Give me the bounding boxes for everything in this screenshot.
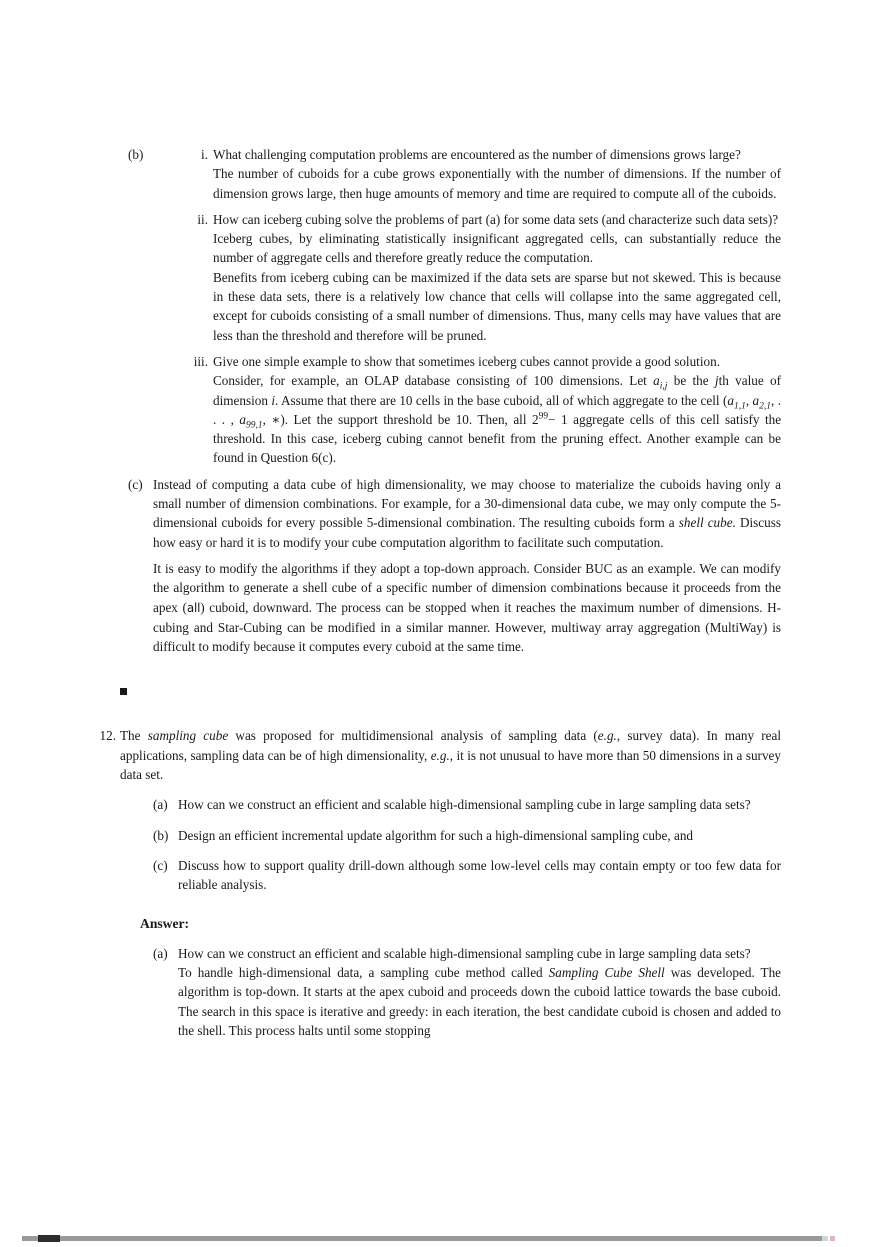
horizontal-scrollbar[interactable] [0,1233,880,1244]
scrollbar-track[interactable] [22,1236,822,1241]
answer-12-a-seg-1: To handle high-dimensional data, a sampling cube method called [178,965,543,981]
question-b-ii: How can iceberg cubing solve the problems of part (a) for some data sets (and characterize such data sets)? [213,211,779,227]
math-power-tail: − 1 [548,411,568,427]
answer-c-seg-1: It is easy to modify the algorithms if they adopt a top-down approach. Consider BUC as an example. We can modify the algorithm to generate a shell cube of a specific number of dimension combinations because it proceeds from the apex ( [153,560,781,615]
answer-b-iii-seg-6: aggregate cells of this cell satisfy the threshold. In this case, iceberg cubing cannot benefit from the pruning effect. Another example can be found in Question 6(c). [213,411,782,466]
answer-b-iii-seg-3: th value of dimension [213,373,782,408]
answer-12-a-seg-2: was developed. The algorithm is top-down. It starts at the apex cuboid and proceeds down the cuboid lattice towards the base cuboid. The search in this space is iterative and greedy: in each iteration, the best candidate cuboid is chosen and added to the shell. This process halts until some stopping [178,965,782,1038]
qed-tombstone-row [120,682,781,700]
answer-b-iii-seg-4: . Assume that there are 10 cells in the base cuboid, all of which aggregate to the cell ( [275,392,728,408]
intro-12-seg-4: , it is not unusual to have more than 50 dimensions in a survey data set. [120,747,781,783]
list-item-12-b [153,826,781,845]
math-power-base: 2 [532,411,539,427]
math-j: j [714,373,719,389]
math-cell-sep-2: , . . . , [213,392,782,427]
question-c [153,475,781,552]
list-label-b-i: i. [201,147,208,162]
answer-c-seg-2: ) cuboid, downward. The process can be stopped when it reaches the maximum number of dimensions. H-cubing and Star-Cubing can be modified in a similar manner. However, multiway array aggregation (MultiWay) is difficult to modify because it computes every cuboid at the same time. [153,599,781,655]
intro-12-emphasis-eg-1: e.g. [597,728,617,744]
question-12-a: How can we construct an efficient and scalable high-dimensional sampling cube in large sampling data sets? [178,797,751,813]
tombstone-square-icon [120,688,127,695]
answer-c-code-all: all [186,600,201,615]
list-label-12-c: (c) [153,857,168,873]
answer-b-iii [213,371,781,467]
answer-b-ii-para-2: Benefits from iceberg cubing can be maximized if the data sets are sparse but not skewed. This is because in these data sets, there is a relatively low chance that cells will collapse into the same aggregated cell, except for cuboids consisting of a small number of dimensions. Thus, many cells may have values that are less than the threshold and therefore will be pruned. [213,269,781,343]
question-c-seg-2: Discuss how easy or hard it is to modify your cube computation algorithm to facilitate such computation. [153,515,781,550]
math-cell-a-99-1: a [239,411,246,427]
question-b-iii: Give one simple example to show that sometimes iceberg cubes cannot provide a good solution. [213,353,720,369]
math-cell-star: , ∗ [262,411,281,427]
list-item-12-a [153,795,781,814]
list-label-12-a: (a) [153,797,168,813]
scrollbar-corner-marker [830,1236,835,1241]
question-12-c: Discuss how to support quality drill-down although some low-level cells may contain empty or too few data for reliable analysis. [178,857,781,893]
intro-12-emphasis-eg-2: e.g. [430,747,450,763]
list-body-b [153,145,781,468]
list-item-12-c [153,856,781,895]
answer-heading: Answer: [140,915,190,931]
intro-12-emphasis-sampling-cube: sampling cube [147,728,229,744]
math-cell-a-2-1: a [752,392,760,408]
list-label-b-ii: ii. [197,211,208,227]
answer-b-i: The number of cuboids for a cube grows exponentially with the number of dimensions. If the number of dimension grows large, then huge amounts of memory and time are required to compute all of the cuboids. [213,166,781,201]
list-item-c [128,475,781,657]
math-cell-a-1-1-subscript: 1,1 [733,401,746,412]
list-label-12: 12. [99,728,116,744]
answer-c [153,559,781,656]
answer-b-ii-para-1: Iceberg cubes, by eliminating statistically insignificant aggregated cells, can substantially reduce the number of aggregate cells and therefore greatly reduce the computation. [213,231,781,266]
list-item-b-ii [178,210,781,345]
list-label-b-iii: iii. [193,353,208,369]
answer-12-a-question: How can we construct an efficient and scalable high-dimensional sampling cube in large sampling data sets? [178,945,751,961]
list-label-12-b: (b) [153,827,169,843]
math-cell-a-2-1-subscript: 2,1 [759,401,772,412]
intro-12 [120,726,781,784]
intro-12-seg-1: The [120,728,141,744]
list-item-b-i [178,145,781,203]
math-i: i [271,392,276,408]
intro-12-seg-3: , survey data). In many real applications, sampling data can be of high dimensionality, [120,728,782,763]
answer-b-iii-seg-5: ). Let the support threshold be 10. Then, all [280,411,527,427]
question-c-seg-1: Instead of computing a data cube of high dimensionality, we may choose to materialize the cuboids having only a small number of dimension combinations. For example, for a 30-dimensional data cube, we may only compute the 5-dimensional cuboids for every possible 5-dimensional combination. The resulting cuboids form a [153,476,781,531]
math-cell-sep-1: , [745,392,750,408]
intro-12-seg-2: was proposed for multidimensional analysis of sampling data ( [235,728,598,744]
list-item-b-iii [178,352,781,468]
list-item-b [128,145,781,468]
answer-12-a-text [178,963,781,1040]
scrollbar-thumb[interactable] [38,1235,60,1242]
question-12-b: Design an efficient incremental update algorithm for such a high-dimensional sampling cube, and [178,827,694,843]
list-item-answer-12-a [153,944,781,1040]
list-item-12 [95,726,781,1040]
math-a-ij: a [653,373,660,389]
answer-b-iii-seg-1: Consider, for example, an OLAP database consisting of 100 dimensions. Let [213,373,647,389]
page-content [95,145,781,1040]
math-a-ij-subscript: i,j [659,381,668,392]
question-b-i: What challenging computation problems are encountered as the number of dimensions grows large? [213,147,741,162]
list-label-answer-12-a: (a) [153,945,168,961]
answer-12-a-emphasis: Sampling Cube Shell [548,965,665,981]
list-label-c: (c) [128,476,143,492]
math-cell-a-99-1-subscript: 99,1 [245,420,263,431]
answer-b-iii-seg-2: be the [673,373,709,389]
question-c-emphasis: shell cube. [678,515,736,531]
math-power-exponent: 99 [538,411,549,422]
list-label-b: (b) [128,147,144,162]
scrollbar-end-cap [822,1236,828,1241]
math-cell-a-1-1: a [727,392,734,408]
